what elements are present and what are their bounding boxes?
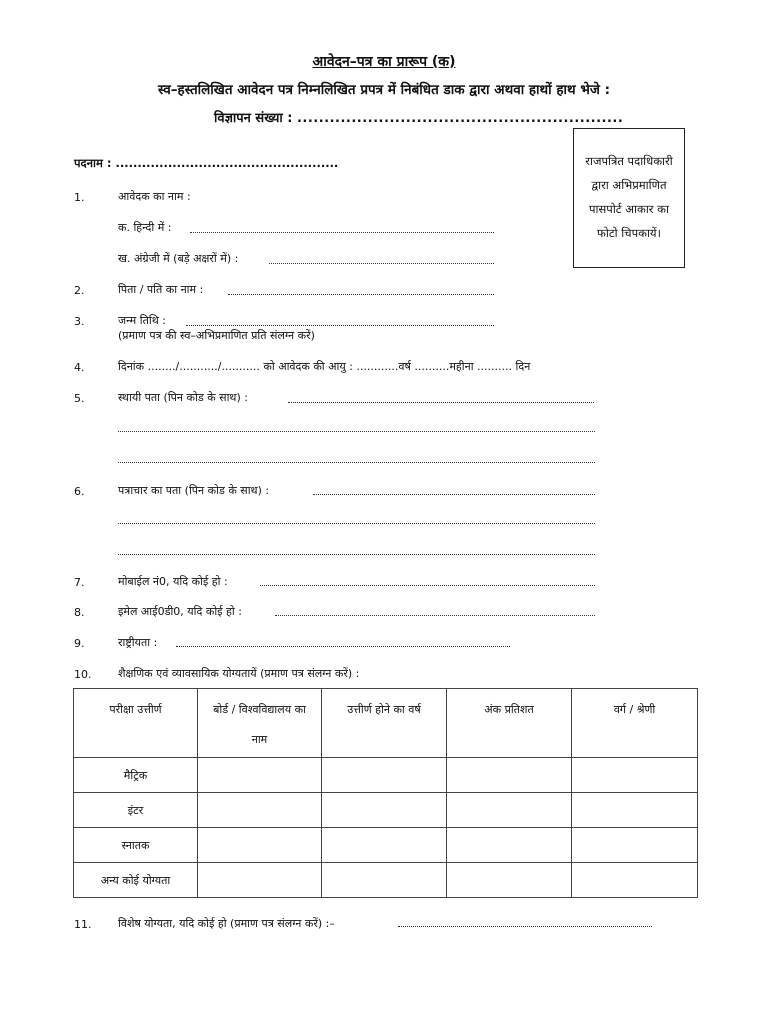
field-9-line[interactable]	[176, 646, 510, 647]
field-9-label: राष्ट्रीयता :	[118, 636, 158, 649]
field-3-label: जन्म तिथि :	[118, 314, 166, 327]
field-2-line[interactable]	[228, 294, 494, 295]
table-header-row	[74, 689, 698, 758]
field-10-number: 10.	[74, 668, 92, 681]
field-5-label: स्थायी पता (पिन कोड के साथ) :	[118, 391, 248, 404]
table-cell[interactable]	[322, 793, 447, 828]
field-11-number: 11.	[74, 918, 92, 931]
header-division: वर्ग / श्रेणी	[572, 689, 698, 758]
field-1a-label: क. हिन्दी में :	[118, 221, 172, 234]
field-1-label: आवेदक का नाम :	[118, 190, 191, 203]
table-cell[interactable]	[447, 828, 572, 863]
field-6-line-2[interactable]	[118, 523, 595, 524]
field-3-number: 3.	[74, 315, 85, 328]
row-label-graduate: स्नातक	[74, 828, 198, 863]
advertisement-number	[214, 108, 623, 126]
photo-box	[573, 128, 685, 268]
field-1b-line[interactable]	[269, 263, 494, 264]
field-2-number: 2.	[74, 284, 85, 297]
advertisement-label: विज्ञापन संख्या :	[214, 111, 293, 126]
field-5-line-2[interactable]	[118, 431, 595, 432]
row-label-inter: इंटर	[74, 793, 198, 828]
field-7-label: मोबाईल नं0, यदि कोई हो :	[118, 575, 228, 588]
post-dots: ...................................................	[115, 156, 339, 170]
qualification-table	[73, 688, 698, 898]
field-6-label: पत्राचार का पता (पिन कोड के साथ) :	[118, 484, 270, 497]
header-percentage: अंक प्रतिशत	[447, 689, 572, 758]
table-cell[interactable]	[198, 758, 322, 793]
post-field	[74, 156, 338, 171]
field-5-line-1[interactable]	[288, 402, 594, 403]
field-8-line[interactable]	[275, 615, 595, 616]
field-1a-line[interactable]	[190, 232, 494, 233]
advertisement-dots: ............................................................	[296, 111, 624, 126]
table-row	[74, 863, 698, 898]
field-8-label: इमेल आई0डी0, यदि कोई हो :	[118, 605, 242, 618]
table-cell[interactable]	[198, 793, 322, 828]
photo-box-line: द्वारा अभिप्रमाणित	[591, 178, 667, 192]
field-6-line-1[interactable]	[313, 494, 595, 495]
photo-box-line: राजपत्रित पदाधिकारी	[585, 154, 673, 168]
field-1-number: 1.	[74, 191, 85, 204]
table-cell[interactable]	[572, 793, 698, 828]
header-exam: परीक्षा उत्तीर्ण	[74, 689, 198, 758]
field-5-number: 5.	[74, 392, 85, 405]
table-cell[interactable]	[572, 863, 698, 898]
header-year: उत्तीर्ण होने का वर्ष	[322, 689, 447, 758]
photo-box-line: पासपोर्ट आकार का	[589, 202, 669, 216]
table-cell[interactable]	[447, 793, 572, 828]
post-label: पदनाम :	[74, 156, 112, 170]
field-11-line[interactable]	[398, 926, 652, 927]
form-title: आवेदन–पत्र का प्रारूप (क)	[312, 54, 456, 70]
field-1b-label: ख. अंग्रेजी में (बड़े अक्षरों में) :	[118, 252, 239, 265]
field-2-label: पिता / पति का नाम :	[118, 283, 204, 296]
table-cell[interactable]	[322, 828, 447, 863]
field-6-line-3[interactable]	[118, 554, 595, 555]
field-4-number: 4.	[74, 361, 85, 374]
table-row	[74, 793, 698, 828]
field-3-line[interactable]	[186, 325, 494, 326]
row-label-matric: मैट्रिक	[74, 758, 198, 793]
field-3-note: (प्रमाण पत्र की स्व–अभिप्रमाणित प्रति संलग्न करें)	[118, 329, 315, 342]
table-cell[interactable]	[322, 863, 447, 898]
table-cell[interactable]	[198, 828, 322, 863]
photo-box-line: फोटो चिपकायें।	[597, 226, 661, 240]
field-11-label: विशेष योग्यता, यदि कोई हो (प्रमाण पत्र संलग्न करें) :–	[118, 917, 335, 930]
table-cell[interactable]	[447, 758, 572, 793]
header-board: बोर्ड / विश्वविद्यालय का नाम	[198, 689, 322, 758]
table-cell[interactable]	[198, 863, 322, 898]
table-cell[interactable]	[572, 828, 698, 863]
row-label-other: अन्य कोई योग्यता	[74, 863, 198, 898]
field-7-line[interactable]	[260, 585, 595, 586]
table-row	[74, 828, 698, 863]
field-7-number: 7.	[74, 576, 85, 589]
table-cell[interactable]	[447, 863, 572, 898]
field-10-label: शैक्षणिक एवं व्यावसायिक योग्यतायें (प्रमाण पत्र संलग्न करें) :	[118, 667, 360, 680]
table-cell[interactable]	[322, 758, 447, 793]
field-8-number: 8.	[74, 606, 85, 619]
field-9-number: 9.	[74, 637, 85, 650]
field-4-label: दिनांक ......../.........../........... को आवेदक की आयु : ............वर्ष ..........महीना .......... दिन	[118, 360, 531, 373]
field-5-line-3[interactable]	[118, 462, 595, 463]
table-cell[interactable]	[572, 758, 698, 793]
table-row	[74, 758, 698, 793]
form-subtitle: स्व–हस्तलिखित आवेदन पत्र निम्नलिखित प्रपत्र में निबंधित डाक द्वारा अथवा हाथों हाथ भेजे :	[158, 82, 610, 98]
field-6-number: 6.	[74, 485, 85, 498]
